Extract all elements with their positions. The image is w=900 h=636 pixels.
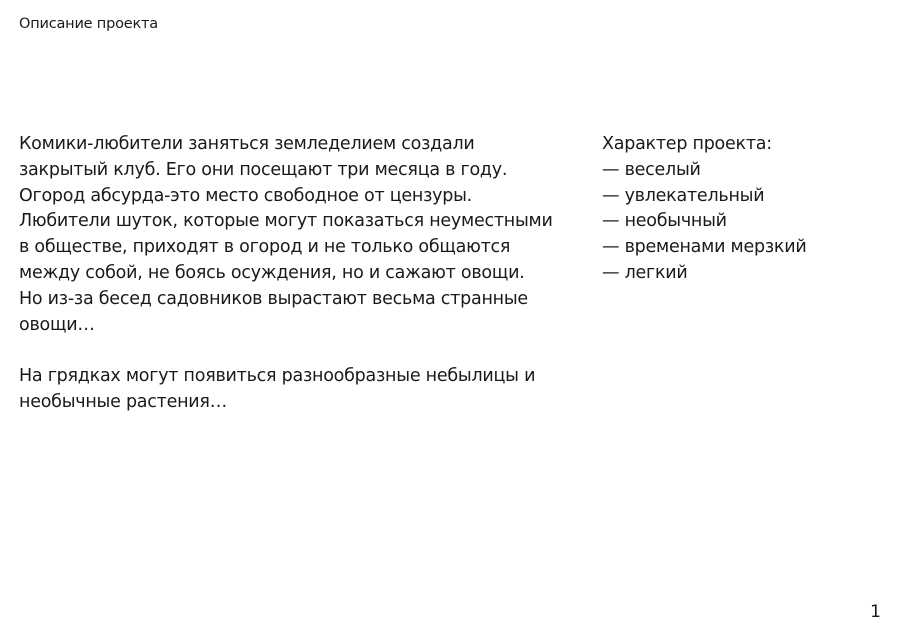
list-item: — легкий xyxy=(602,262,688,283)
text-line: На грядках могут появиться разнообразные небылицы и xyxy=(19,366,536,387)
text-line: в обществе, приходят в огород и не только общаются xyxy=(19,237,511,258)
project-character xyxy=(602,132,806,287)
text-line: Любители шуток, которые могут показаться неуместными xyxy=(19,211,553,232)
list-item: — веселый xyxy=(602,159,701,180)
page-number: 1 xyxy=(870,602,881,622)
description-paragraph xyxy=(19,132,579,338)
page-header-title: Описание проекта xyxy=(19,16,158,32)
project-character-list xyxy=(602,158,806,287)
list-item: — необычный xyxy=(602,211,727,232)
description-paragraph xyxy=(19,364,579,416)
text-line: Но из-за бесед садовников вырастают весьма странные xyxy=(19,288,528,309)
list-item: — временами мерзкий xyxy=(602,237,807,258)
text-line: между собой, не боясь осуждения, но и сажают овощи. xyxy=(19,262,525,283)
text-line: необычные растения… xyxy=(19,391,227,412)
list-item: — увлекательный xyxy=(602,185,765,206)
project-description xyxy=(19,132,579,416)
text-line: закрытый клуб. Его они посещают три месяца в году. xyxy=(19,159,508,180)
project-character-title: Характер проекта: xyxy=(602,134,772,154)
text-line: Огород абсурда-это место свободное от цензуры. xyxy=(19,185,472,206)
text-line: Комики-любители заняться земледелием создали xyxy=(19,134,475,154)
text-line: овощи… xyxy=(19,314,95,335)
